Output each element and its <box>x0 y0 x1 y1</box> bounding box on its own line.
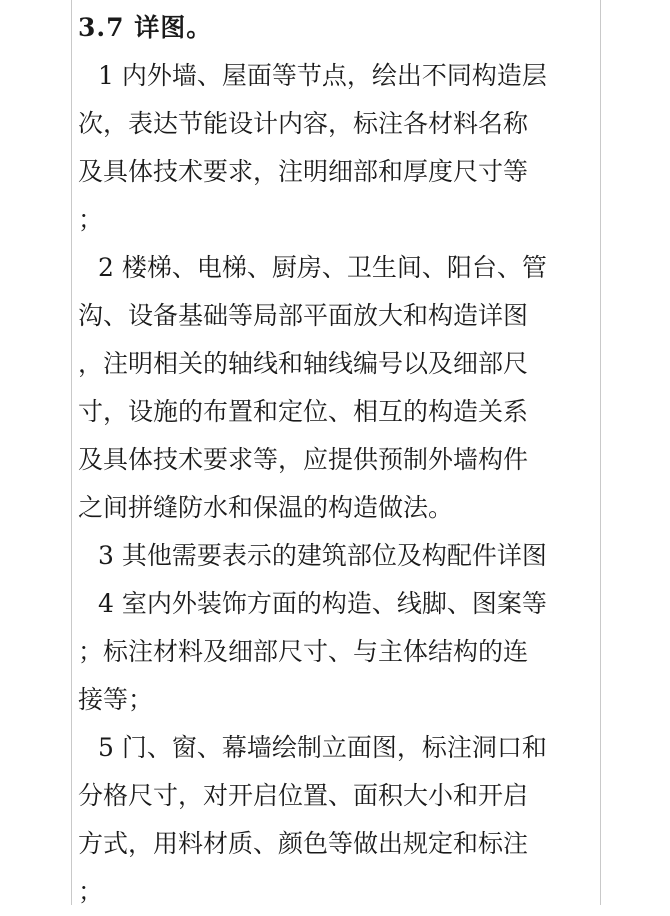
item-1-line-4: ； <box>78 205 104 234</box>
item-5-line-1: 5 门、窗、幕墙绘制立面图，标注洞口和 <box>98 733 547 762</box>
item-4-line-3: 接等； <box>78 685 154 714</box>
item-2-line-3: ，注明相关的轴线和轴线编号以及细部尺 <box>78 349 529 378</box>
item-5-line-2: 分格尺寸，对开启位置、面积大小和开启 <box>78 781 529 810</box>
item-5-line-4: ； <box>78 877 104 906</box>
item-2-line-1: 2 楼梯、电梯、厨房、卫生间、阳台、管 <box>98 253 547 282</box>
item-4-line-2: ；标注材料及细部尺寸、与主体结构的连 <box>78 637 529 666</box>
item-2-line-2: 沟、设备基础等局部平面放大和构造详图 <box>78 301 529 330</box>
section-heading: 3.7 详图。 <box>78 13 213 42</box>
item-1-line-3: 及具体技术要求，注明细部和厚度尺寸等 <box>78 157 529 186</box>
item-4-line-1: 4 室内外装饰方面的构造、线脚、图案等 <box>98 589 547 618</box>
item-3-line-1: 3 其他需要表示的建筑部位及构配件详图 <box>98 541 547 570</box>
item-2-line-6: 之间拼缝防水和保温的构造做法。 <box>78 493 454 522</box>
document-body <box>78 4 593 916</box>
item-2-line-4: 寸，设施的布置和定位、相互的构造关系 <box>78 397 529 426</box>
item-2-line-5: 及具体技术要求等，应提供预制外墙构件 <box>78 445 529 474</box>
item-1-line-1: 1 内外墙、屋面等节点，绘出不同构造层 <box>98 61 547 90</box>
item-5-line-3: 方式，用料材质、颜色等做出规定和标注 <box>78 829 529 858</box>
item-1-line-2: 次，表达节能设计内容，标注各材料名称 <box>78 109 529 138</box>
